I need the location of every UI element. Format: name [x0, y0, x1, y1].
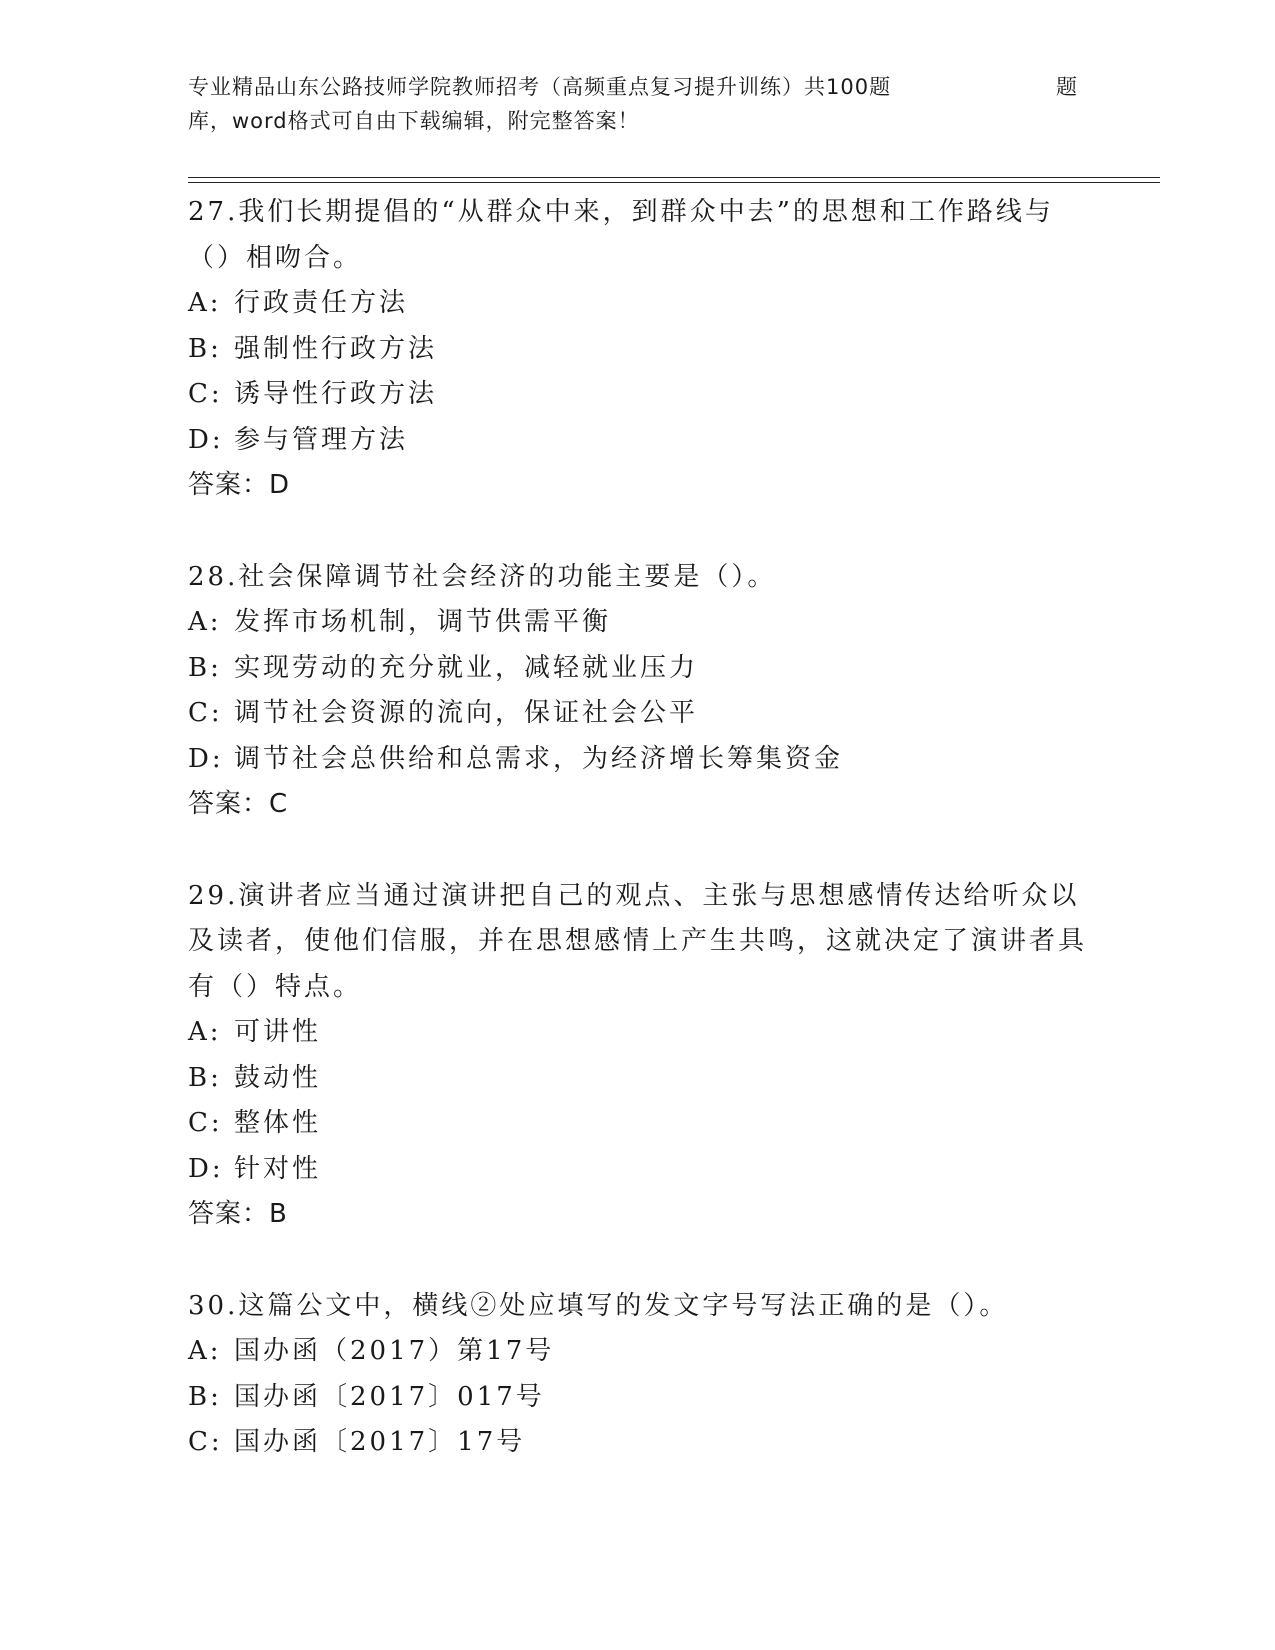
option-letter: C:	[188, 1427, 223, 1457]
header-line-1	[188, 70, 1088, 104]
answer-line: 答案：D	[188, 470, 291, 500]
option-text: 鼓动性	[234, 1062, 322, 1093]
option-letter: A:	[188, 1336, 222, 1366]
option-letter: C:	[188, 698, 223, 728]
option-letter: D:	[188, 424, 224, 455]
option-letter: C:	[188, 1108, 223, 1138]
option-a	[188, 1010, 1088, 1056]
option-letter: D:	[188, 1153, 224, 1184]
option-text: 国办函〔2017〕017号	[234, 1381, 545, 1412]
header-title-text: 专业精品山东公路技师学院教师招考（高频重点复习提升训练）共100题	[188, 75, 892, 99]
option-b	[188, 1375, 1088, 1421]
answer-line: 答案：C	[188, 789, 289, 819]
option-a	[188, 600, 1088, 646]
option-text: 发挥市场机制，调节供需平衡	[234, 607, 612, 637]
option-d	[188, 1147, 1088, 1193]
question-stem: 28.社会保障调节社会经济的功能主要是（）。	[188, 561, 777, 592]
question-stem: 29.演讲者应当通过演讲把自己的观点、主张与思想感情传达给听众以及读者，使他们信服，并在思想感情上产生共鸣，这就决定了演讲者具有（）特点。	[188, 880, 1088, 1002]
option-text: 诱导性行政方法	[234, 379, 438, 409]
option-letter: A:	[188, 1017, 222, 1047]
option-text: 国办函〔2017〕17号	[234, 1427, 526, 1457]
option-text: 实现劳动的充分就业，减轻就业压力	[234, 652, 699, 683]
option-a	[188, 281, 1088, 327]
option-text: 调节社会资源的流向，保证社会公平	[234, 698, 699, 728]
option-text: 参与管理方法	[234, 424, 409, 455]
option-text: 强制性行政方法	[234, 333, 438, 364]
question-30	[188, 1284, 1088, 1466]
question-list	[188, 190, 1088, 1512]
option-text: 行政责任方法	[234, 288, 409, 318]
option-c	[188, 1420, 1088, 1466]
question-28	[188, 555, 1088, 828]
option-text: 可讲性	[234, 1017, 322, 1047]
option-letter: B:	[188, 1062, 222, 1093]
option-c	[188, 1101, 1088, 1147]
header-divider-bottom	[188, 182, 1160, 183]
question-stem: 27.我们长期提倡的“从群众中来，到群众中去”的思想和工作路线与（）相吻合。	[188, 197, 1054, 273]
option-text: 整体性	[234, 1108, 322, 1138]
header-title-tail: 题	[1056, 75, 1078, 99]
option-b	[188, 327, 1088, 373]
option-b	[188, 1056, 1088, 1102]
option-letter: A:	[188, 288, 222, 318]
option-b	[188, 646, 1088, 692]
option-letter: C:	[188, 379, 223, 409]
option-letter: B:	[188, 333, 222, 364]
question-stem: 30.这篇公文中，横线②处应填写的发文字号写法正确的是（）。	[188, 1290, 1009, 1321]
header-line-2: 库，word格式可自由下载编辑，附完整答案！	[188, 109, 640, 133]
option-d	[188, 418, 1088, 464]
option-letter: D:	[188, 743, 224, 774]
answer-line: 答案：B	[188, 1199, 288, 1229]
option-text: 调节社会总供给和总需求，为经济增长筹集资金	[234, 743, 844, 774]
option-c	[188, 691, 1088, 737]
option-text: 国办函（2017）第17号	[234, 1336, 555, 1366]
document-header	[188, 70, 1088, 138]
option-letter: B:	[188, 652, 222, 683]
question-27	[188, 190, 1088, 509]
option-c	[188, 372, 1088, 418]
option-a	[188, 1329, 1088, 1375]
option-letter: A:	[188, 607, 222, 637]
option-d	[188, 737, 1088, 783]
option-letter: B:	[188, 1381, 222, 1412]
header-divider-top	[188, 177, 1160, 178]
option-text: 针对性	[234, 1153, 322, 1184]
question-29	[188, 874, 1088, 1238]
